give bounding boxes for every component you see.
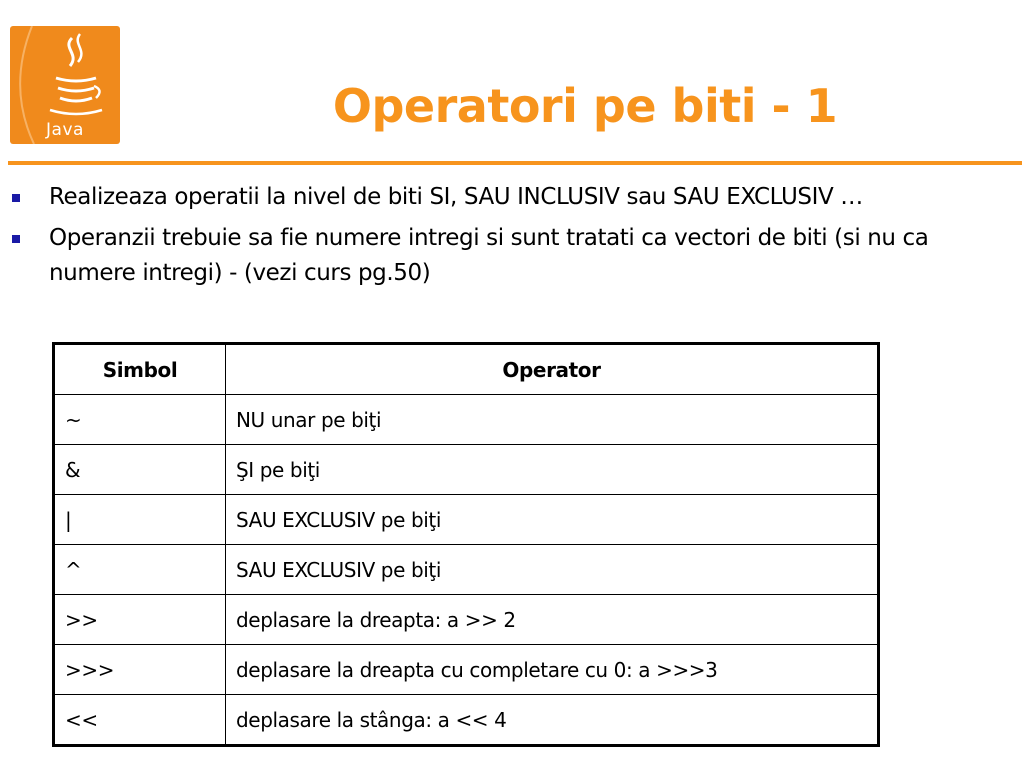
slide-title: Operatori pe biti - 1 bbox=[332, 79, 838, 133]
table-row bbox=[54, 695, 879, 746]
table-row bbox=[54, 395, 879, 445]
operator-cell: deplasare la dreapta: a >> 2 bbox=[226, 595, 879, 645]
bullet-list bbox=[0, 180, 1024, 297]
symbol-cell: | bbox=[54, 495, 226, 545]
table-row bbox=[54, 495, 879, 545]
table-row bbox=[54, 545, 879, 595]
table-header-row bbox=[54, 344, 879, 395]
bullet-text: Realizeaza operatii la nivel de biti SI, SAU INCLUSIV sau SAU EXCLUSIV … bbox=[49, 184, 863, 210]
operator-cell: SAU EXCLUSIV pe biţi bbox=[226, 495, 879, 545]
operator-cell: deplasare la stânga: a << 4 bbox=[226, 695, 879, 746]
table-row bbox=[54, 595, 879, 645]
java-logo-word: Java bbox=[46, 120, 84, 140]
operator-cell: NU unar pe biţi bbox=[226, 395, 879, 445]
bullet-text: Operanzii trebuie sa fie numere intregi si sunt tratati ca vectori de biti (si nu ca numere intregi) - (vezi curs pg.50) bbox=[49, 225, 929, 286]
operator-cell: ŞI pe biţi bbox=[226, 445, 879, 495]
table-row bbox=[54, 645, 879, 695]
square-bullet-icon bbox=[12, 194, 20, 202]
square-bullet-icon bbox=[12, 235, 20, 243]
symbol-cell: ^ bbox=[54, 545, 226, 595]
header-simbol: Simbol bbox=[54, 344, 226, 395]
java-logo bbox=[10, 26, 120, 144]
symbol-cell: & bbox=[54, 445, 226, 495]
operator-cell: deplasare la dreapta cu completare cu 0: a >>>3 bbox=[226, 645, 879, 695]
title-divider bbox=[8, 161, 1022, 165]
header-operator: Operator bbox=[226, 344, 879, 395]
symbol-cell: ~ bbox=[54, 395, 226, 445]
operator-cell: SAU EXCLUSIV pe biţi bbox=[226, 545, 879, 595]
operators-table bbox=[52, 342, 880, 747]
table-row bbox=[54, 445, 879, 495]
symbol-cell: >>> bbox=[54, 645, 226, 695]
symbol-cell: << bbox=[54, 695, 226, 746]
symbol-cell: >> bbox=[54, 595, 226, 645]
bullet-item bbox=[0, 221, 1024, 291]
bullet-item bbox=[0, 180, 1024, 215]
